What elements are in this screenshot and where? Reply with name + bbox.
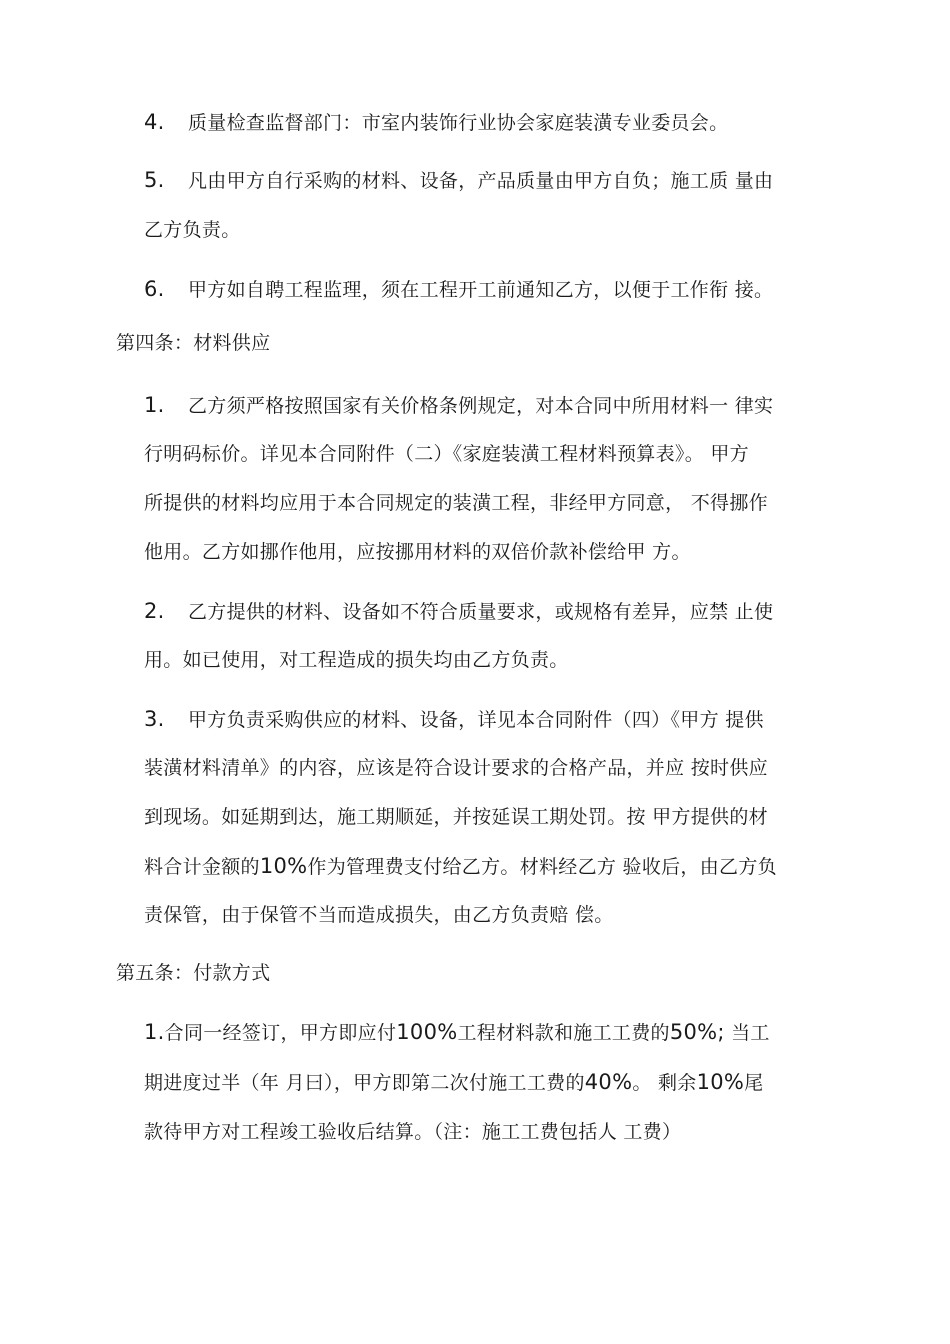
clause-text: 期进度过半（年 月曰），甲方即第二次付施工工费的 [144,1072,585,1094]
clause-number: 2. [144,599,165,623]
clause-4-3-line-3: 到现场。如延期到达，施工期顺延，并按延误工期处罚。按 甲方提供的材 [144,806,768,828]
clause-4-3-line-5: 责保管，由于保管不当而造成损失，由乙方负责赔 偿。 [144,904,614,926]
clause-3-4 [144,110,728,135]
clause-5-1-line-1 [144,1020,770,1045]
clause-text: 质量检查监督部门：市室内装饰行业协会家庭装潢专业委员会。 [188,112,729,134]
clause-4-2-line-1 [144,599,773,624]
clause-text: 凡由甲方自行采购的材料、设备，产品质量由甲方自负；施工质 量由 [188,170,774,192]
clause-number: 4. [144,110,165,134]
percentage-value: 40% [584,1070,633,1094]
clause-text: 当工 [724,1022,770,1044]
section-heading-5: 第五条：付款方式 [116,962,271,984]
clause-4-1-line-3: 所提供的材料均应用于本合同规定的装潢工程，非经甲方同意， 不得挪作 [144,492,768,514]
percentage-value: 10% [259,854,308,878]
clause-3-6 [144,277,773,302]
section-heading-4: 第四条：材料供应 [116,332,271,354]
clause-text: 甲方如自聘工程监理，须在工程开工前通知乙方，以便于工作衔 接。 [188,279,774,301]
percentage-value: 50%; [669,1020,725,1044]
clause-number: 5. [144,168,165,192]
clause-text: 乙方提供的材料、设备如不符合质量要求，或规格有差异，应禁 止使 [188,601,774,623]
clause-4-1-line-4: 他用。乙方如挪作他用，应按挪用材料的双倍价款补偿给甲 方。 [144,541,691,563]
clause-text: 。 剩余 [632,1072,697,1094]
clause-text: 工程材料款和施工工费的 [457,1022,670,1044]
clause-number: 1. [144,1020,165,1044]
clause-4-1-line-1 [144,393,773,418]
clause-3-5-line-2: 乙方负责。 [144,219,241,241]
percentage-value: 10% [696,1070,745,1094]
clause-number: 6. [144,277,165,301]
clause-4-3-line-2: 装潢材料清单》的内容，应该是符合设计要求的合格产品，并应 按时供应 [144,757,768,779]
clause-text: 尾 [744,1072,764,1094]
clause-text: 合同一经签订，甲方即应付 [164,1022,397,1044]
clause-number: 1. [144,393,165,417]
clause-4-2-line-2: 用。如已使用，对工程造成的损失均由乙方负责。 [144,649,569,671]
clause-4-1-line-2: 行明码标价。详见本合同附件（二）《家庭装潢工程材料预算表》。 甲方 [144,443,749,465]
clause-5-1-line-3: 款待甲方对工程竣工验收后结算。（注：施工工费包括人 工费） [144,1121,682,1143]
clause-text: 作为管理费支付给乙方。材料经乙方 验收后，由乙方负 [307,856,777,878]
clause-text: 甲方负责采购供应的材料、设备，详见本合同附件（四）《甲方 提供 [188,709,764,731]
clause-number: 3. [144,707,165,731]
clause-text: 乙方须严格按照国家有关价格条例规定，对本合同中所用材料一 律实 [188,395,774,417]
clause-4-3-line-1 [144,707,764,732]
clause-4-3-line-4 [144,854,777,879]
clause-3-5-line-1 [144,168,773,193]
percentage-value: 100% [396,1020,458,1044]
clause-5-1-line-2 [144,1070,763,1095]
clause-text: 料合计金额的 [144,856,260,878]
